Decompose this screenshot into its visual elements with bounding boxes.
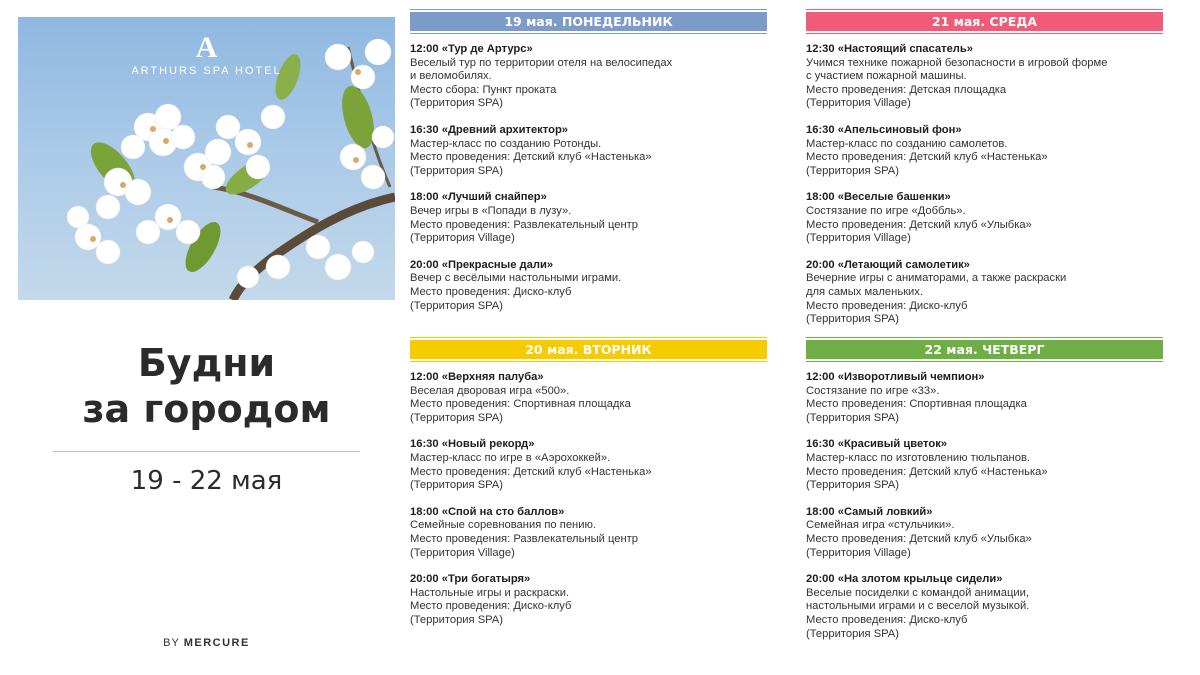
event-item [806, 371, 1163, 425]
day-header-bar: 22 мая. ЧЕТВЕРГ [806, 340, 1163, 359]
event-detail-line: (Территория Village) [806, 546, 911, 559]
event-detail-line: (Территория SPA) [806, 313, 899, 326]
byline-prefix: BY [163, 637, 180, 649]
event-detail-line: Вечер с весёлыми настольными играми. [410, 272, 622, 285]
event-title: 16:30 «Древний архитектор» [410, 123, 568, 136]
event-detail-line: настольными играми и с веселой музыкой. [806, 600, 1030, 613]
event-title: 16:30 «Апельсиновый фон» [806, 123, 962, 136]
event-detail-line: Учимся технике пожарной безопасности в игровой форме [806, 56, 1108, 69]
event-detail-line: Веселый тур по территории отеля на велосипедах [410, 56, 673, 69]
day-header-bar: 20 мая. ВТОРНИК [410, 340, 767, 359]
day-header [806, 333, 1163, 362]
hotel-logo-mark: A [195, 31, 218, 64]
event-detail-line: Место проведения: Диско-клуб [410, 600, 572, 613]
event-title: 12:30 «Настоящий спасатель» [806, 43, 974, 55]
event-detail-line: Вечерние игры с аниматорами, а также раскраски [806, 272, 1067, 285]
event-title: 20:00 «На злотом крыльце сидели» [806, 573, 1003, 586]
event-detail-line: для самых маленьких. [806, 285, 923, 298]
event-detail-line: Настольные игры и раскраски. [410, 586, 570, 599]
event-item [806, 573, 1163, 641]
event-detail-line: (Территория SPA) [806, 627, 899, 640]
event-detail-line: Место проведения: Детский клуб «Улыбка» [806, 218, 1032, 231]
event-detail-line: (Территория SPA) [806, 479, 899, 492]
event-detail-line: Семейные соревнования по пению. [410, 519, 596, 532]
event-item [806, 43, 1163, 111]
day-thursday [806, 333, 1163, 654]
event-detail-line: (Территория SPA) [410, 411, 503, 424]
event-item [806, 259, 1163, 327]
event-item [410, 124, 767, 178]
event-detail-line: Место проведения: Спортивная площадка [410, 398, 631, 411]
day-header-bar: 19 мая. ПОНЕДЕЛЬНИК [410, 12, 767, 31]
event-detail-line: (Территория SPA) [410, 299, 503, 312]
header-rule-top [410, 337, 767, 338]
event-detail-line: Место проведения: Детский клуб «Настенька» [806, 151, 1048, 164]
event-title: 18:00 «Спой на сто баллов» [410, 505, 565, 518]
byline-brand: MERCURE [183, 637, 250, 649]
event-detail-line: Веселая дворовая игра «500». [410, 384, 570, 397]
hotel-logo [18, 31, 395, 77]
event-list [410, 43, 767, 313]
title-divider [53, 451, 360, 452]
day-tuesday [410, 333, 767, 641]
event-detail-line: Место проведения: Детский клуб «Настенька» [410, 465, 652, 478]
event-detail-line: Мастер-класс по созданию Ротонды. [410, 137, 602, 150]
event-detail-line: и веломобилях. [410, 70, 492, 83]
day-wednesday [806, 5, 1163, 340]
event-item [410, 506, 767, 560]
event-detail-line: Место сбора: Пункт проката [410, 83, 557, 96]
event-detail-line: (Территория SPA) [806, 164, 899, 177]
event-item [806, 124, 1163, 178]
event-title: 18:00 «Лучший снайпер» [410, 191, 547, 204]
event-detail-line: (Территория Village) [806, 232, 911, 245]
event-detail-line: (Территория SPA) [410, 479, 503, 492]
day-header [410, 5, 767, 34]
event-title: 12:00 «Верхняя палуба» [410, 371, 544, 383]
day-header [410, 333, 767, 362]
date-range: 19 - 22 мая [130, 466, 283, 496]
event-item [410, 573, 767, 627]
event-detail-line: Место проведения: Диско-клуб [806, 299, 968, 312]
event-list [806, 43, 1163, 327]
day-header-bar: 21 мая. СРЕДА [806, 12, 1163, 31]
page-title-line-1: Будни [137, 341, 276, 385]
event-title: 18:00 «Самый ловкий» [806, 505, 933, 518]
header-rule-top [806, 9, 1163, 10]
event-detail-line: (Территория SPA) [410, 164, 503, 177]
event-title: 20:00 «Прекрасные дали» [410, 258, 554, 271]
event-item [806, 506, 1163, 560]
event-detail-line: Место проведения: Детская площадка [806, 83, 1007, 96]
event-list [806, 371, 1163, 641]
event-detail-line: Веселые посиделки с командой анимации, [806, 586, 1030, 599]
header-rule-bottom [806, 361, 1163, 362]
hero-photo [18, 17, 395, 300]
event-detail-line: Место проведения: Диско-клуб [410, 285, 572, 298]
event-title: 16:30 «Новый рекорд» [410, 438, 535, 451]
event-detail-line: (Территория Village) [806, 97, 911, 110]
event-detail-line: Место проведения: Детский клуб «Улыбка» [806, 532, 1032, 545]
event-detail-line: Мастер-класс по игре в «Аэрохоккей». [410, 451, 611, 464]
event-title: 18:00 «Веселые башенки» [806, 191, 951, 204]
event-item [806, 438, 1163, 492]
page-title [18, 340, 395, 432]
event-detail-line: Место проведения: Развлекательный центр [410, 218, 639, 231]
event-detail-line: с участием пожарной машины. [806, 70, 967, 83]
event-detail-line: Семейная игра «стульчики». [806, 519, 955, 532]
event-item [410, 259, 767, 313]
event-item [410, 371, 767, 425]
event-item [806, 191, 1163, 245]
event-detail-line: (Территория Village) [410, 232, 515, 245]
event-detail-line: Состязание по игре «Доббль». [806, 204, 966, 217]
header-rule-bottom [410, 33, 767, 34]
event-item [410, 43, 767, 111]
event-detail-line: (Территория Village) [410, 546, 515, 559]
event-item [410, 438, 767, 492]
hotel-name: ARTHURS SPA HOTEL [131, 65, 282, 77]
event-detail-line: Мастер-класс по изготовлению тюльпанов. [806, 451, 1031, 464]
event-item [410, 191, 767, 245]
event-detail-line: Место проведения: Диско-клуб [806, 613, 968, 626]
page-title-line-2: за городом [82, 387, 331, 431]
event-detail-line: Место проведения: Детский клуб «Настенька» [806, 465, 1048, 478]
event-list [410, 371, 767, 628]
event-detail-line: (Территория SPA) [410, 613, 503, 626]
event-title: 12:00 «Тур де Артурс» [410, 43, 533, 55]
day-monday [410, 5, 767, 326]
header-rule-bottom [410, 361, 767, 362]
header-rule-bottom [806, 33, 1163, 34]
day-header [806, 5, 1163, 34]
event-detail-line: Мастер-класс по созданию самолетов. [806, 137, 1008, 150]
header-rule-top [410, 9, 767, 10]
event-detail-line: Состязание по игре «33». [806, 384, 940, 397]
event-detail-line: Место проведения: Детский клуб «Настенька» [410, 151, 652, 164]
event-title: 16:30 «Красивый цветок» [806, 438, 948, 451]
header-rule-top [806, 337, 1163, 338]
event-detail-line: Место проведения: Спортивная площадка [806, 398, 1027, 411]
byline [18, 637, 395, 649]
event-detail-line: Место проведения: Развлекательный центр [410, 532, 639, 545]
event-title: 12:00 «Изворотливый чемпион» [806, 371, 985, 383]
event-title: 20:00 «Летающий самолетик» [806, 258, 970, 271]
event-detail-line: (Территория SPA) [410, 97, 503, 110]
event-detail-line: (Территория SPA) [806, 411, 899, 424]
event-detail-line: Вечер игры в «Попади в лузу». [410, 204, 572, 217]
event-title: 20:00 «Три богатыря» [410, 573, 531, 586]
